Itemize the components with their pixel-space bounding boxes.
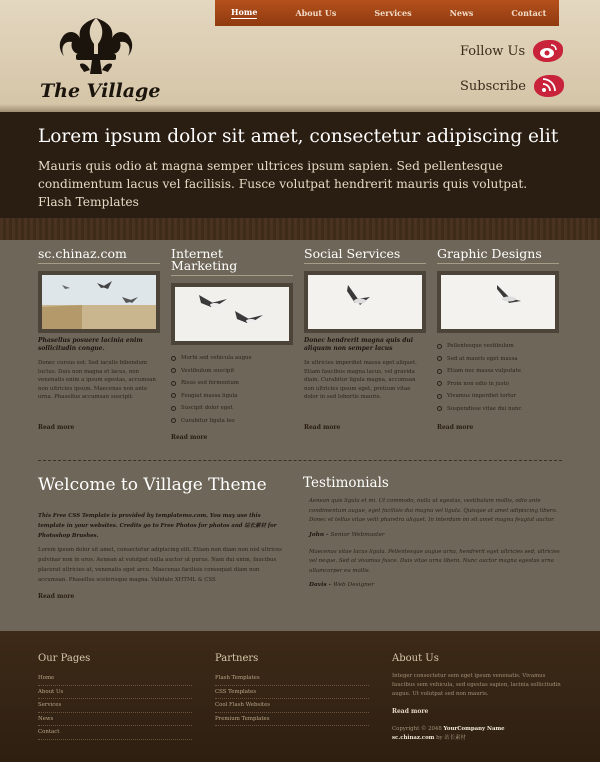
footer-link-partner[interactable]: CSS Templates (215, 686, 369, 700)
bullet-icon (171, 406, 176, 411)
column-caption: Donec hendrerit magna quis dui aliquam non semper lacus (304, 337, 414, 352)
wood-stripe-divider (0, 218, 600, 240)
column-caption: Phasellus posuere lacinia enim sollicitudin congue. (38, 337, 143, 352)
footer-our-pages (38, 653, 192, 740)
list-item: Sed at mauris eget massa (437, 353, 559, 366)
column-title: sc.chinaz.com (38, 246, 127, 261)
main-nav (215, 0, 559, 26)
column-body: Donec cursus est. Sed iaculis bibendum luctus. Duis non magna et lacus, non venenatis enim a ipsum egestas, accumsan non ultricies ipsum. Maecenas non ante urna. Phasellus accumsan suscipit. (38, 360, 156, 400)
title-underline (38, 263, 160, 264)
list-item: Suspendisse vitae dui nunc (437, 403, 559, 416)
column-scchinaz (38, 246, 160, 431)
footer-link-home[interactable]: Home (38, 672, 192, 686)
bullet-icon (437, 356, 442, 361)
hero-banner (0, 112, 600, 218)
title-underline (304, 263, 426, 264)
fleur-de-lis-icon (58, 14, 134, 76)
gull-photo (308, 275, 422, 329)
read-more-link[interactable]: Read more (171, 434, 208, 441)
column-list (171, 352, 293, 427)
column-graphic-designs (437, 246, 559, 431)
column-title: Social Services (304, 246, 401, 261)
welcome-intro: This Free CSS Template is provided by templatemo.com. You may use this template in your websites. Credits go to Free Photos for photos and 站长素材 for Photoshop Brushes. (38, 513, 277, 539)
testimonials-title: Testimonials (303, 475, 389, 491)
bullet-icon (171, 418, 176, 423)
footer-heading: Our Pages (38, 653, 91, 664)
hero-title: Lorem ipsum dolor sit amet, consectetur adipiscing elit (38, 126, 559, 147)
list-item: Feugiat massa ligula (171, 390, 293, 403)
column-title: Internet Marketing (171, 246, 238, 273)
list-item: Suscipit dolor eget (171, 402, 293, 415)
nav-news[interactable]: News (449, 8, 474, 18)
title-underline (437, 263, 559, 264)
footer-link-about[interactable]: About Us (38, 686, 192, 700)
list-item: Morbi sed vehicula augue (171, 352, 293, 365)
bullet-icon (437, 369, 442, 374)
subscribe-link[interactable] (460, 75, 564, 97)
follow-us-link[interactable] (460, 40, 563, 62)
welcome-body: Lorem ipsum dolor sit amet, consectetur adipiscing elit. Etiam non diam non nisl ultrices pulvinar non in eros. Aenean at volutpat nulla auctor ut purus. Nam dui enim, faucibus placerat ultricies at, venenatis eget arcu. Maecenas facilisis consequat diam non accumsan. Phasellus scelerisque magna. Validate XHTML & CSS (38, 547, 282, 583)
bullet-icon (437, 394, 442, 399)
footer-about-text: Integer consectetur sem eget ipsum venenatis. Vivamus faucibus sem vehicula, sed egestas sapien, lacinia sollicitudin augue. Ut volutpat sed non mauris. (392, 673, 561, 697)
list-item: Vivamus imperdiet tortor (437, 390, 559, 403)
rss-icon (534, 75, 564, 97)
bullet-icon (437, 381, 442, 386)
column-image (38, 271, 160, 333)
welcome-section (38, 475, 284, 600)
bullet-icon (437, 344, 442, 349)
read-more-link[interactable]: Read more (392, 708, 429, 715)
footer (0, 631, 600, 762)
column-title: Graphic Designs (437, 246, 542, 261)
list-item: Proin non odio in justo (437, 378, 559, 391)
footer-link-contact[interactable]: Contact (38, 726, 192, 740)
list-item: Curabitur ligula leo (171, 415, 293, 428)
pier-gulls-photo (42, 275, 156, 329)
column-social-services (304, 246, 426, 431)
column-image (437, 271, 559, 333)
testimonial-author: John - Senior Webmaster (309, 531, 385, 538)
footer-link-news[interactable]: News (38, 713, 192, 727)
gulls-photo (175, 287, 289, 341)
list-item: Etiam nec massa vulputate (437, 365, 559, 378)
column-image (304, 271, 426, 333)
weibo-icon (533, 40, 563, 62)
bullet-icon (171, 393, 176, 398)
testimonial-quote: Aenean quis ligula et mi. Ut commodo, nulla ut egestas, vestibulum mollis, odio ante condimentum augue, eget facilisis dui magna vel ligula. Quisque at amet adipiscing libero. Donec et tellus vitae velit pharetra aliquet. In interdum mi sit amet magna feugiat auctor. (309, 498, 558, 523)
footer-link-services[interactable]: Services (38, 699, 192, 713)
column-image (171, 283, 293, 345)
bullet-icon (171, 356, 176, 361)
bullet-icon (437, 406, 442, 411)
column-list (437, 340, 559, 415)
feature-columns (38, 248, 562, 448)
read-more-link[interactable]: Read more (38, 593, 75, 600)
nav-services[interactable]: Services (374, 8, 412, 18)
bullet-icon (171, 381, 176, 386)
nav-home[interactable]: Home (231, 7, 258, 17)
list-item: Pellentesque vestibulum (437, 340, 559, 353)
site-logo[interactable] (40, 14, 160, 104)
footer-link-partner[interactable]: Cool Flash Websites (215, 699, 369, 713)
testimonial-quote: Maecenas vitae lacus ligula. Pellentesque augue urna, hendrerit eget ultricies sed, ultricies vel neque. Sed at vivamus fusce. Duis vitae urna libero. Nunc auctor magna egestas urna ullamcorper eu mollis. (309, 548, 560, 574)
read-more-link[interactable]: Read more (38, 424, 75, 431)
copyright: Copyright © 2048 YourCompany Name sc.chinaz.com by 站长素材 (392, 726, 505, 741)
read-more-link[interactable]: Read more (304, 424, 341, 431)
follow-us-label: Follow Us (460, 43, 526, 59)
section-divider (38, 460, 562, 461)
list-item: Risus sed fermentum (171, 377, 293, 390)
footer-links (215, 672, 369, 726)
read-more-link[interactable]: Read more (437, 424, 474, 431)
footer-links (38, 672, 192, 740)
hero-text: Mauris quis odio at magna semper ultrices ipsum sapien. Sed pellentesque condimentum lacus vel facilisis. Fusce volutpat hendrerit mauris quis volutpat. Flash Templates (38, 159, 528, 209)
column-internet-marketing (171, 246, 293, 441)
testimonials-section (303, 475, 562, 588)
company-link[interactable]: YourCompany Name (443, 726, 505, 732)
footer-heading: Partners (215, 653, 259, 664)
nav-about-us[interactable]: About Us (295, 8, 337, 18)
footer-link-partner[interactable]: Premium Templates (215, 713, 369, 727)
site-link[interactable]: sc.chinaz.com (392, 735, 435, 741)
testimonial-author: Davis - Web Designer (309, 582, 375, 588)
list-item: Vestibulum suscipit (171, 365, 293, 378)
logo-text: The Village (40, 80, 161, 102)
footer-heading: About Us (392, 653, 439, 664)
subscribe-label: Subscribe (460, 78, 526, 94)
welcome-title: Welcome to Village Theme (38, 475, 267, 495)
title-underline (171, 275, 293, 276)
footer-partners (215, 653, 369, 726)
column-body: In ultricies imperdiet massa eget aliquet. Etiam faucibus magna lacus, vel gravida diam. Curabitur ligula magna, accumsan non ultricies ipsum eget, pretium vitae dolor in sed lobortis mauris. (304, 360, 417, 400)
footer-link-partner[interactable]: Flash Templates (215, 672, 369, 686)
header (0, 0, 600, 112)
footer-about (392, 653, 562, 743)
gull-photo (441, 275, 555, 329)
nav-contact[interactable]: Contact (511, 8, 547, 18)
bullet-icon (171, 368, 176, 373)
